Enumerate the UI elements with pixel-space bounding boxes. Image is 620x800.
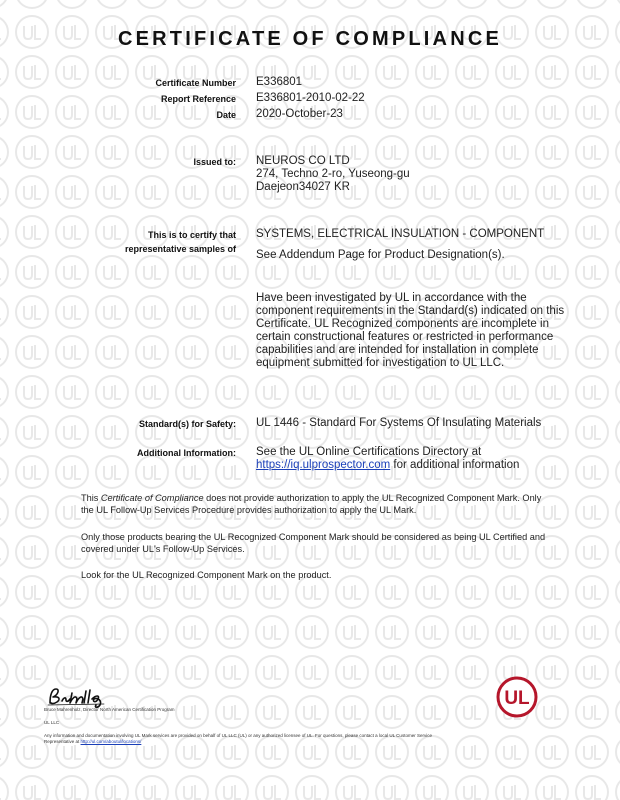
- notice-p1-prefix: This: [81, 493, 101, 503]
- notice-authorization: [81, 492, 551, 516]
- footer-text: Any information and documentation involving UL Mark services are provided on behalf of UL LLC (UL) or any authorized licensee of UL. For questions, please contact a local UL Customer Service Representative at: [44, 733, 432, 744]
- certify-label-line1: This is to certify that: [147, 230, 236, 240]
- additional-info-line2: [256, 459, 581, 472]
- date-value: 2020-October-23: [256, 108, 343, 120]
- notice-p1-italic: Certificate of Compliance: [100, 493, 204, 503]
- issued-to-company: NEUROS CO LTD: [256, 155, 350, 167]
- ul-prospector-link[interactable]: https://iq.ulprospector.com: [256, 459, 391, 471]
- footer-locations-link[interactable]: http://ul.com/aboutul/locations/: [80, 739, 142, 744]
- signature-image: [44, 685, 124, 709]
- certify-statement: Have been investigated by UL in accordance with the component requirements in the Standard(s) indicated on this Certificate. UL Recognized components are incomplete in certain constructional features or restricted in performance capabilities and are intended for installation in complete equipment submitted for investigation to UL LLC.: [256, 292, 565, 369]
- date-label: Date: [216, 110, 236, 120]
- issued-to-address: [256, 155, 581, 194]
- signature-caption: Bruce Mahrenholz, Director North American Certification Program: [44, 707, 175, 712]
- standards-label: Standard(s) for Safety:: [138, 419, 236, 429]
- report-reference-value: E336801-2010-02-22: [256, 92, 365, 104]
- certificate-title: CERTIFICATE OF COMPLIANCE: [117, 28, 503, 50]
- certificate-number-label: Certificate Number: [155, 78, 236, 88]
- ul-logo-text: UL: [504, 688, 530, 709]
- footer-disclaimer: [44, 733, 444, 745]
- additional-info-value: [256, 446, 581, 472]
- issued-to-street: 274, Techno 2-ro, Yuseong-gu: [256, 168, 410, 180]
- addendum-note: See Addendum Page for Product Designation(s).: [256, 249, 505, 261]
- additional-info-label: Additional Information:: [137, 448, 236, 458]
- additional-info-line1: See the UL Online Certifications Directory at: [256, 446, 482, 458]
- notice-p1-rest: does not provide authorization to apply the UL Recognized Component Mark. Only the UL Follow-Up Services Procedure provides authorization to apply the UL Mark.: [81, 493, 542, 515]
- certify-label-line2: representative samples of: [124, 244, 236, 254]
- certificate-number-value: E336801: [256, 76, 303, 88]
- signature-org: UL LLC: [44, 720, 60, 725]
- standards-value: UL 1446 - Standard For Systems Of Insulating Materials: [256, 417, 542, 429]
- certify-product: SYSTEMS, ELECTRICAL INSULATION - COMPONENT: [256, 228, 545, 240]
- report-reference-label: Report Reference: [160, 94, 236, 104]
- notice-look-for-mark: Look for the UL Recognized Component Mark on the product.: [81, 570, 332, 580]
- certify-label: [125, 228, 236, 256]
- issued-to-label: Issued to:: [193, 157, 236, 167]
- notice-follow-up: Only those products bearing the UL Recognized Component Mark should be considered as being UL Certified and covered under UL's Follow-Up Services.: [81, 532, 546, 554]
- issued-to-city: Daejeon34027 KR: [256, 181, 350, 193]
- ul-logo-icon: [496, 676, 538, 718]
- additional-info-suffix: for additional information: [390, 459, 520, 471]
